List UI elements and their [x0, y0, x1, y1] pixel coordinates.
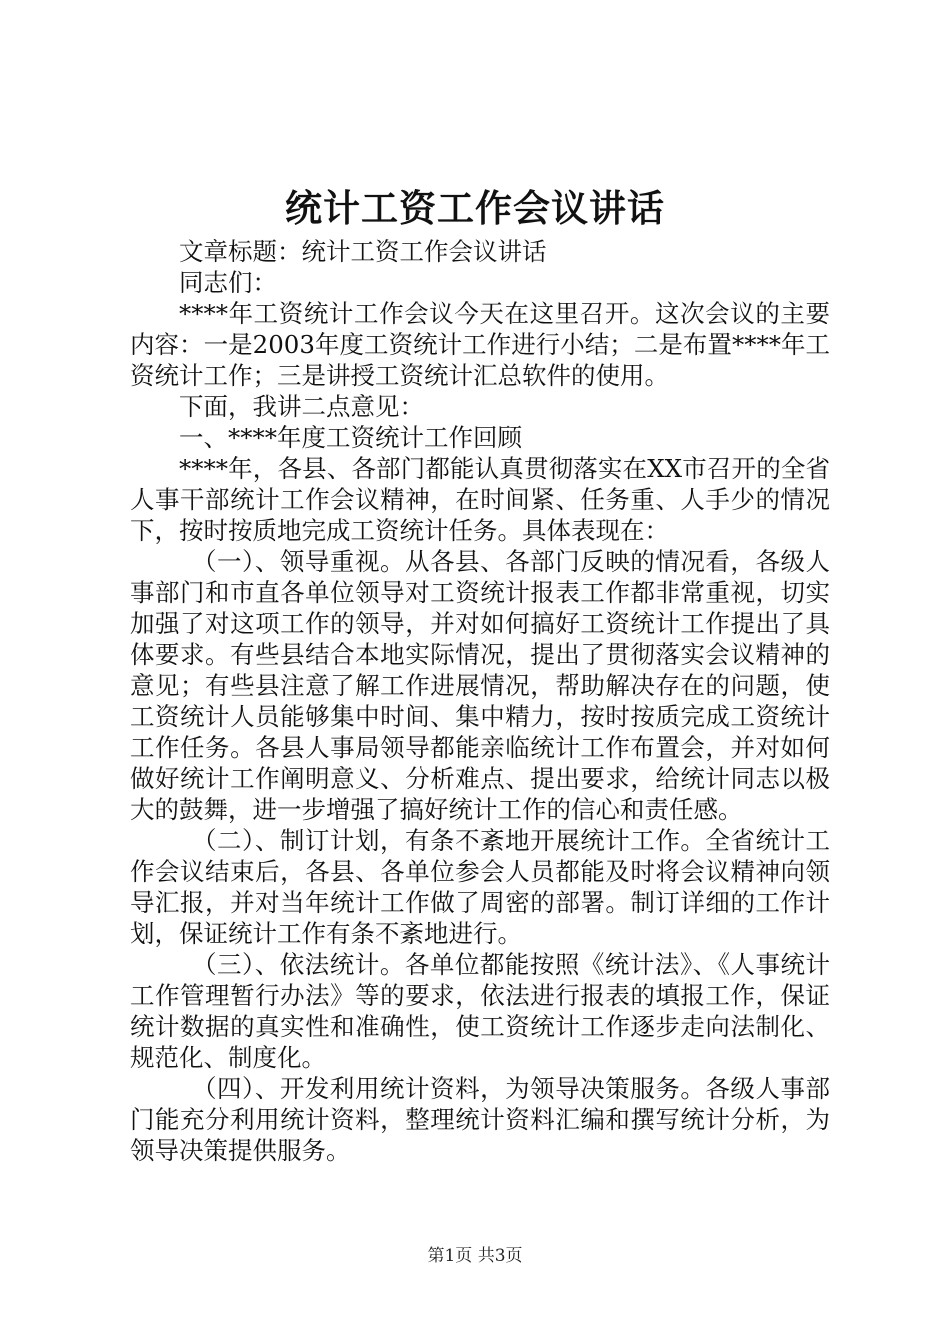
paragraph-item-1: （一）、领导重视。从各县、各部门反映的情况看，各级人事部门和市直各单位领导对工资统计报表工作都非常重视，切实加强了对这项工作的领导，并对如何搞好工资统计工作提出了具体要求。有些县结合本地实际情况，提出了贯彻落实会议精神的意见；有些县注意了解工作进展情况，帮助解决存在的问题，使工资统计人员能够集中时间、集中精力，按时按质完成工资统计工作任务。各县人事局领导都能亲临统计工作布置会，并对如何做好统计工作阐明意义、分析难点、提出要求，给统计同志以极大的鼓舞，进一步增强了搞好统计工作的信心和责任感。 [130, 547, 830, 824]
document-body [130, 236, 830, 1166]
paragraph-points-intro: 下面，我讲二点意见： [179, 392, 424, 421]
paragraph-article-title: 文章标题：统计工资工作会议讲话 [179, 237, 547, 266]
section-heading-review: 一、****年度工资统计工作回顾 [179, 423, 522, 452]
document-title: 统计工资工作会议讲话 [285, 186, 665, 230]
paragraph-intro: ****年工资统计工作会议今天在这里召开。这次会议的主要内容：一是2003年度工资统计工作进行小结；二是布置****年工资统计工作；三是讲授工资统计汇总软件的使用。 [130, 299, 830, 390]
paragraph-salutation: 同志们： [179, 268, 277, 297]
paragraph-item-2: （二）、制订计划，有条不紊地开展统计工作。全省统计工作会议结束后，各县、各单位参会人员都能及时将会议精神向领导汇报，并对当年统计工作做了周密的部署。制订详细的工作计划，保证统计工作有条不紊地进行。 [130, 826, 830, 948]
paragraph-item-3: （三）、依法统计。各单位都能按照《统计法》、《人事统计工作管理暂行办法》等的要求，依法进行报表的填报工作，保证统计数据的真实性和准确性，使工资统计工作逐步走向法制化、规范化、制度化。 [130, 950, 830, 1072]
page-footer: 第1页 共3页 [427, 1246, 523, 1266]
paragraph-item-4: （四）、开发利用统计资料，为领导决策服务。各级人事部门能充分利用统计资料，整理统计资料汇编和撰写统计分析，为领导决策提供服务。 [130, 1074, 830, 1165]
paragraph-review-summary: ****年，各县、各部门都能认真贯彻落实在XX市召开的全省人事干部统计工作会议精神，在时间紧、任务重、人手少的情况下，按时按质地完成工资统计任务。具体表现在： [130, 454, 830, 545]
